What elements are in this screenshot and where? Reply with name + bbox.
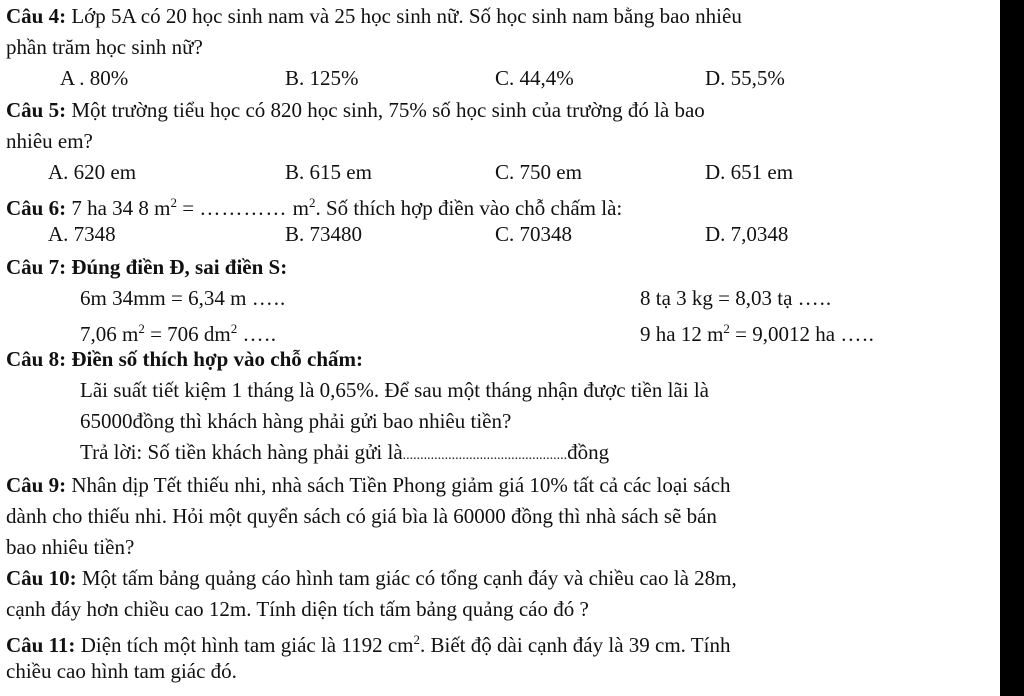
q11-line-2: chiều cao hình tam giác đó. xyxy=(6,659,237,683)
q7-item-3-text-b: = 706 dm xyxy=(144,322,231,346)
q9-line-1 xyxy=(6,472,731,498)
q8-line-1: Lãi suất tiết kiệm 1 tháng là 0,65%. Để sau một tháng nhận được tiền lãi là xyxy=(80,378,709,402)
q8-title: Câu 8: Điền số thích hợp vào chỗ chấm: xyxy=(6,347,363,371)
q7-item-2-text: 8 tạ 3 kg = 8,03 tạ xyxy=(640,286,793,310)
q4-option-a: A . 80% xyxy=(60,66,129,90)
q6-sup-1: 2 xyxy=(170,195,177,210)
q8-answer-suffix: đồng xyxy=(567,440,610,464)
q8-answer-line xyxy=(80,439,609,469)
q7-item-3 xyxy=(80,316,277,347)
q5-option-d: D. 651 em xyxy=(705,160,794,184)
q8-answer-dots: ............................................... xyxy=(402,448,568,463)
q7-item-1-text: 6m 34mm = 6,34 m xyxy=(80,286,247,310)
q7-item-2-dots: ….. xyxy=(797,286,833,310)
q7-item-4-dots: ….. xyxy=(840,322,875,346)
q7-item-3-sup-b: 2 xyxy=(230,321,238,336)
q5-option-c: C. 750 em xyxy=(495,160,582,184)
q6-unit: m xyxy=(292,196,309,220)
q7-item-4-text-b: = 9,0012 ha xyxy=(729,322,836,346)
q6-option-b: B. 73480 xyxy=(285,222,363,246)
q7-item-2 xyxy=(640,285,832,311)
q6-option-d: D. 7,0348 xyxy=(705,222,789,246)
q10-label: Câu 10: xyxy=(6,566,77,590)
q10-line-1 xyxy=(6,565,737,591)
q9-line-2: dành cho thiếu nhi. Hỏi một quyển sách có giá bìa là 60000 đồng thì nhà sách sẽ bán xyxy=(6,504,717,528)
q6-label: Câu 6: xyxy=(6,196,67,220)
q8-answer-prefix: Trả lời: Số tiền khách hàng phải gửi là xyxy=(80,440,403,464)
q6-rest: . Số thích hợp điền vào chỗ chấm là: xyxy=(315,196,623,220)
q7-item-3-dots: ….. xyxy=(242,322,278,346)
q6-sup-2: 2 xyxy=(308,195,316,210)
q11-text-b: . Biết độ dài cạnh đáy là 39 cm. Tính xyxy=(420,633,731,657)
q9-label: Câu 9: xyxy=(6,473,67,497)
q11-text-a: Diện tích một hình tam giác là 1192 cm xyxy=(80,633,414,657)
q7-item-3-text-a: 7,06 m xyxy=(80,322,139,346)
q6-option-a: A. 7348 xyxy=(48,222,116,246)
q6-option-c: C. 70348 xyxy=(495,222,573,246)
q9-line-3: bao nhiêu tiền? xyxy=(6,535,135,559)
q4-line-1 xyxy=(6,3,742,29)
q6-line-1 xyxy=(6,190,622,221)
q10-text: Một tấm bảng quảng cáo hình tam giác có tổng cạnh đáy và chiều cao là 28m, xyxy=(81,566,737,590)
q7-item-4-text-a: 9 ha 12 m xyxy=(640,322,724,346)
q7-item-3-sup-a: 2 xyxy=(138,321,145,336)
q4-option-b: B. 125% xyxy=(285,66,359,90)
q6-lhs: 7 ha 34 8 m xyxy=(71,196,171,220)
q8-line-2: 65000đồng thì khách hàng phải gửi bao nhiêu tiền? xyxy=(80,409,512,433)
q11-label: Câu 11: xyxy=(6,633,76,657)
q5-line-2: nhiêu em? xyxy=(6,129,93,153)
q4-text: Lớp 5A có 20 học sinh nam và 25 học sinh nữ. Số học sinh nam bằng bao nhiêu xyxy=(71,4,742,28)
q7-item-4-sup: 2 xyxy=(723,321,730,336)
q7-title: Câu 7: Đúng điền Đ, sai điền S: xyxy=(6,255,288,279)
q9-text: Nhân dịp Tết thiếu nhi, nhà sách Tiền Phong giảm giá 10% tất cả các loại sách xyxy=(71,473,731,497)
q10-line-2: cạnh đáy hơn chiều cao 12m. Tính diện tích tấm bảng quảng cáo đó ? xyxy=(6,597,589,621)
q4-line-2: phần trăm học sinh nữ? xyxy=(6,35,203,59)
q5-option-a: A. 620 em xyxy=(48,160,137,184)
q11-line-1 xyxy=(6,627,730,658)
q7-item-1-dots: ….. xyxy=(251,286,287,310)
q5-option-b: B. 615 em xyxy=(285,160,372,184)
q5-line-1 xyxy=(6,97,705,123)
q6-blank: ………… xyxy=(199,196,288,220)
q4-label: Câu 4: xyxy=(6,4,67,28)
q7-item-1 xyxy=(80,285,286,311)
q5-label: Câu 5: xyxy=(6,98,67,122)
q4-option-c: C. 44,4% xyxy=(495,66,574,90)
q7-item-4 xyxy=(640,316,875,347)
q11-sup: 2 xyxy=(413,632,420,647)
q6-eq: = xyxy=(177,196,200,220)
q5-text: Một trường tiểu học có 820 học sinh, 75% số học sinh của trường đó là bao xyxy=(71,98,705,122)
q4-option-d: D. 55,5% xyxy=(705,66,785,90)
